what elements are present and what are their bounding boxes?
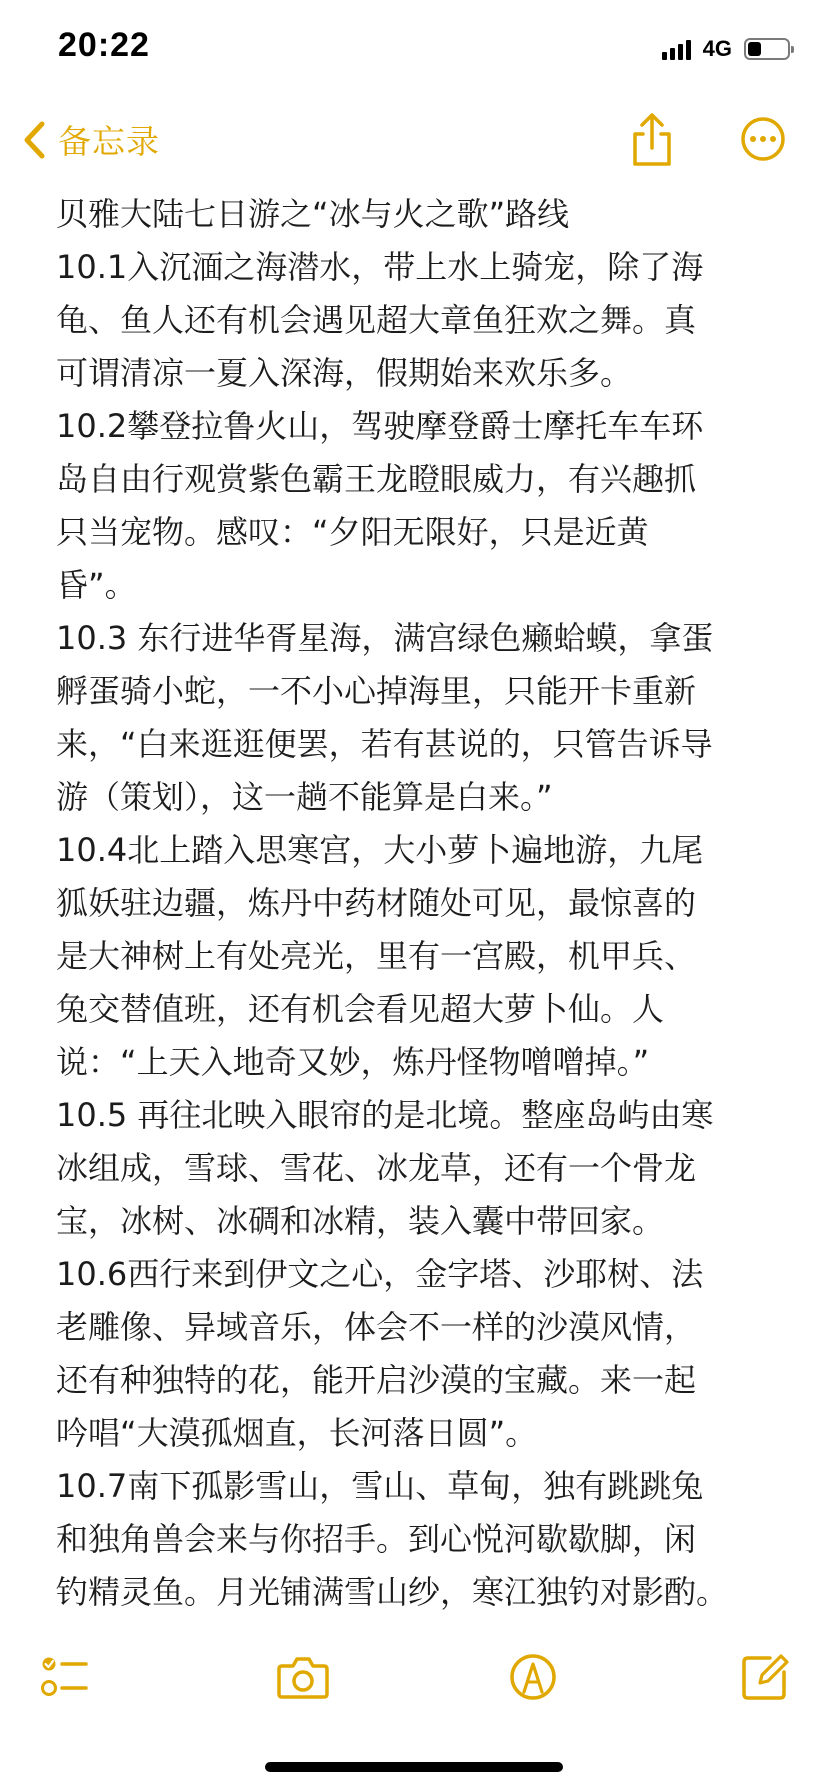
note-text-line: 可谓清凉一夏入深海，假期始来欢乐多。 bbox=[56, 354, 633, 392]
checklist-icon bbox=[40, 1687, 90, 1706]
nav-bar bbox=[0, 100, 828, 190]
status-time: 20:22 bbox=[58, 26, 150, 64]
note-text-line: 狐妖驻边疆，炼丹中药材随处可见，最惊喜的 bbox=[56, 884, 697, 922]
markup-button[interactable] bbox=[508, 1652, 558, 1706]
network-label: 4G bbox=[702, 36, 732, 61]
signal-icon bbox=[662, 38, 691, 60]
compose-icon bbox=[740, 1687, 790, 1706]
more-button[interactable] bbox=[740, 116, 786, 166]
note-text-line: 只当宠物。感叹：“夕阳无限好，只是近黄 bbox=[56, 513, 649, 551]
note-text-line: 10.7南下孤影雪山，雪山、草甸，独有跳跳兔 bbox=[56, 1467, 704, 1505]
note-text-line: 10.2攀登拉鲁火山，驾驶摩登爵士摩托车车环 bbox=[56, 407, 704, 445]
note-text-line: 孵蛋骑小蛇，一不小心掉海里，只能开卡重新 bbox=[56, 672, 697, 710]
note-title-line: 贝雅大陆七日游之“冰与火之歌”路线 bbox=[56, 195, 570, 233]
note-text-line: 冰组成，雪球、雪花、冰龙草，还有一个骨龙 bbox=[56, 1149, 697, 1187]
note-text-line: 昏”。 bbox=[56, 566, 137, 604]
share-button[interactable] bbox=[630, 112, 674, 172]
back-button[interactable] bbox=[22, 116, 160, 163]
status-bar bbox=[0, 0, 828, 100]
note-text-line: 兔交替值班，还有机会看见超大萝卜仙。人 bbox=[56, 990, 665, 1028]
note-text-line: 老雕像、异域音乐，体会不一样的沙漠风情， bbox=[56, 1308, 697, 1346]
note-text-line: 10.4北上踏入思寒宫，大小萝卜遍地游，九尾 bbox=[56, 831, 704, 869]
battery-icon bbox=[744, 38, 790, 60]
note-text-line: 10.5 再往北映入眼帘的是北境。整座岛屿由寒 bbox=[56, 1096, 714, 1134]
note-text-line: 和独角兽会来与你招手。到心悦河歇歇脚，闲 bbox=[56, 1520, 697, 1558]
note-text-line: 来，“白来逛逛便罢，若有甚说的，只管告诉导 bbox=[56, 725, 713, 763]
note-text-line: 10.1入沉湎之海潜水，带上水上骑宠，除了海 bbox=[56, 248, 704, 286]
markup-pen-icon bbox=[508, 1687, 558, 1706]
note-text-line: 钓精灵鱼。月光铺满雪山纱，寒江独钓对影酌。 bbox=[56, 1573, 729, 1611]
back-label: 备忘录 bbox=[58, 122, 160, 161]
chevron-left-icon bbox=[22, 120, 48, 160]
note-text-line: 是大神树上有处亮光，里有一宫殿，机甲兵、 bbox=[56, 937, 697, 975]
bottom-toolbar bbox=[0, 1640, 828, 1720]
compose-button[interactable] bbox=[740, 1652, 790, 1706]
note-text-line: 龟、鱼人还有机会遇见超大章鱼狂欢之舞。真 bbox=[56, 301, 697, 339]
note-text-line: 还有种独特的花，能开启沙漠的宝藏。来一起 bbox=[56, 1361, 697, 1399]
camera-icon bbox=[276, 1687, 330, 1706]
note-body[interactable] bbox=[56, 188, 786, 1619]
note-text-line: 吟唱“大漠孤烟直，长河落日圆”。 bbox=[56, 1414, 538, 1452]
note-text-line: 10.3 东行进华胥星海，满宫绿色癞蛤蟆，拿蛋 bbox=[56, 619, 714, 657]
share-icon bbox=[630, 153, 674, 172]
status-indicators bbox=[662, 36, 790, 62]
ellipsis-circle-icon bbox=[740, 147, 786, 166]
note-text-line: 游（策划），这一趟不能算是白来。” bbox=[56, 778, 553, 816]
note-text-line: 10.6西行来到伊文之心，金字塔、沙耶树、法 bbox=[56, 1255, 704, 1293]
checklist-button[interactable] bbox=[40, 1652, 90, 1706]
note-text-line: 宝，冰树、冰碉和冰精，装入囊中带回家。 bbox=[56, 1202, 665, 1240]
battery-fill bbox=[748, 42, 761, 56]
note-text-line: 岛自由行观赏紫色霸王龙瞪眼威力，有兴趣抓 bbox=[56, 460, 697, 498]
note-text-line: 说：“上天入地奇又妙，炼丹怪物噌噌掉。” bbox=[56, 1043, 650, 1081]
home-indicator bbox=[265, 1762, 563, 1772]
camera-button[interactable] bbox=[276, 1652, 330, 1706]
